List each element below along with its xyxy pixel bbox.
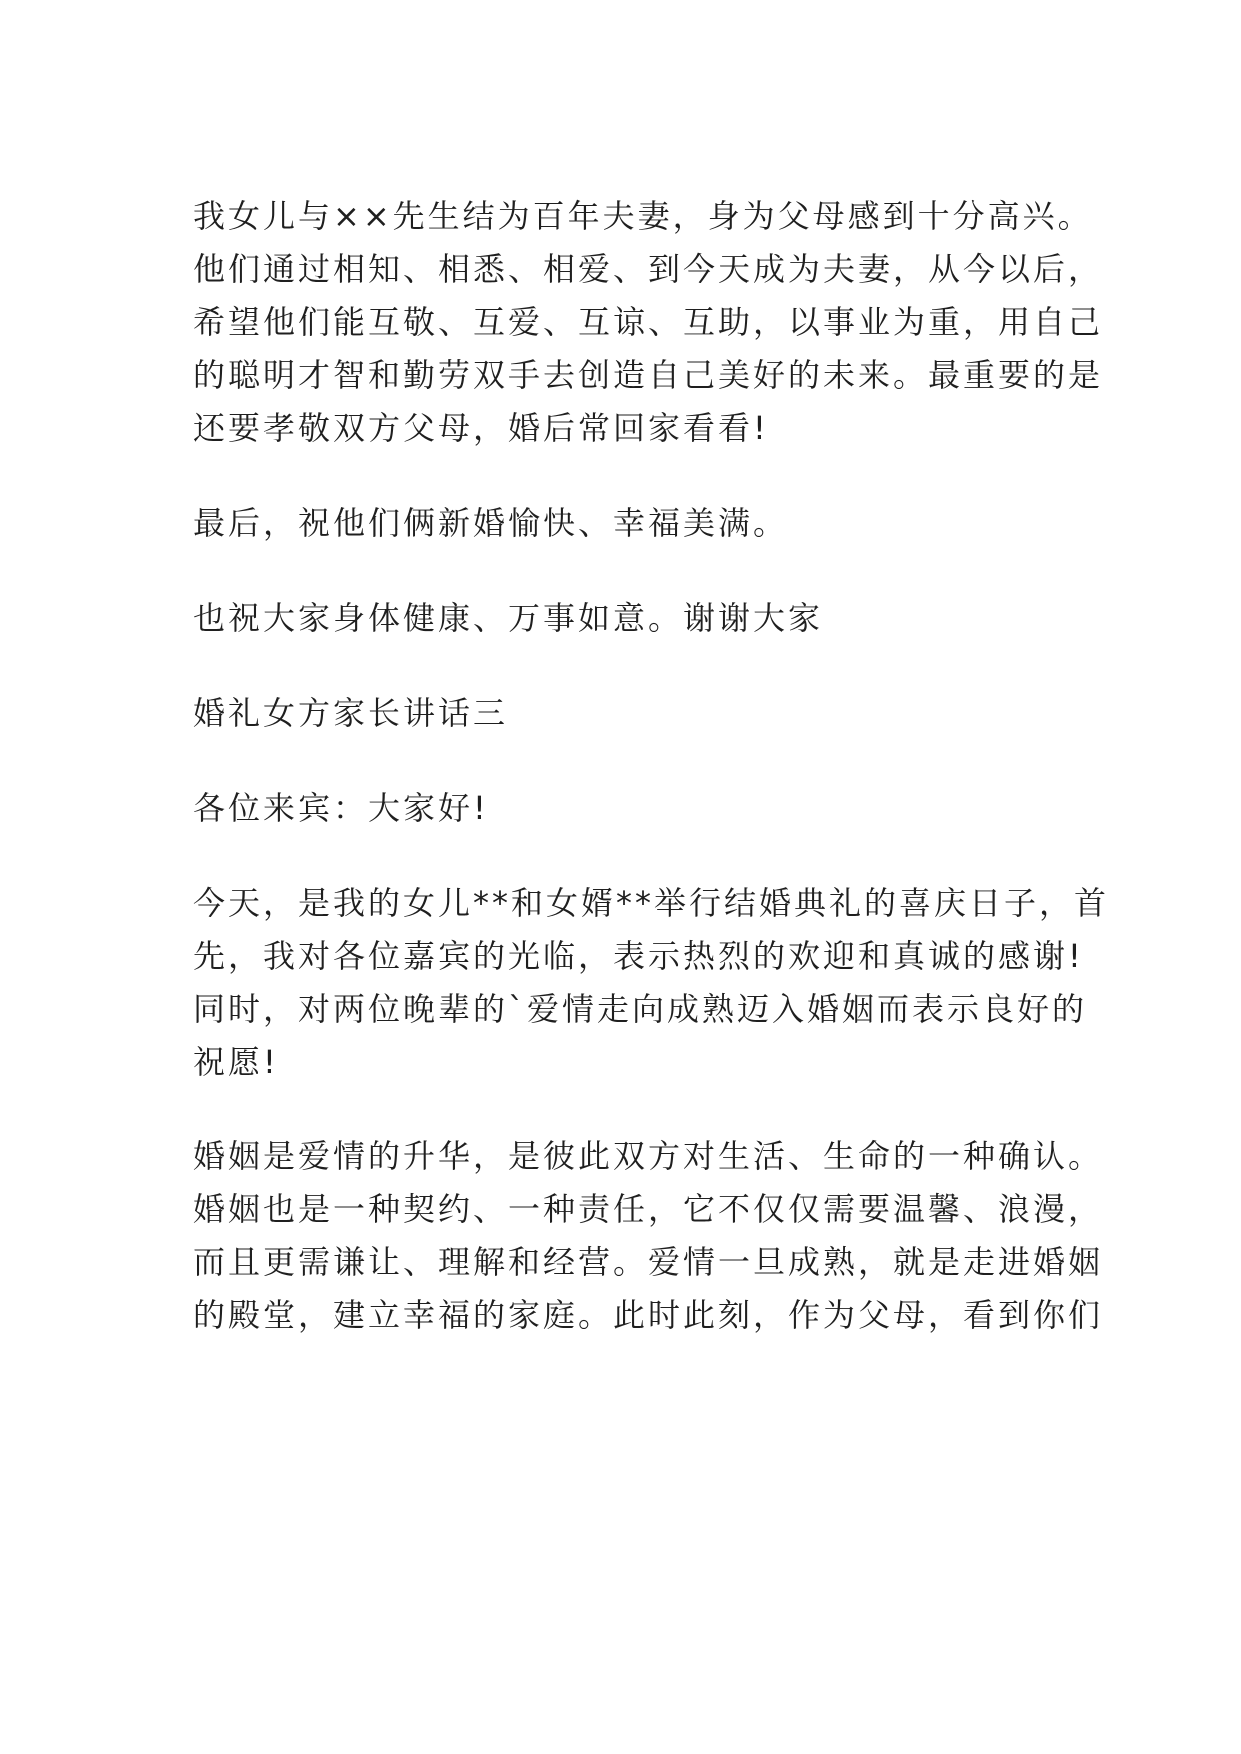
paragraph-blessing bbox=[193, 190, 1104, 455]
text-line: 祝愿! bbox=[193, 1043, 279, 1081]
document-body bbox=[193, 190, 1110, 1342]
text-line: 我女儿与××先生结为百年夫妻，身为父母感到十分高兴。 bbox=[193, 197, 1093, 235]
text-line: 也祝大家身体健康、万事如意。谢谢大家 bbox=[193, 599, 824, 637]
paragraph-welcome bbox=[193, 877, 1110, 1089]
text-line: 的聪明才智和勤劳双手去创造自己美好的未来。最重要的是 bbox=[193, 356, 1104, 394]
section-heading bbox=[193, 687, 1073, 740]
text-line: 婚姻也是一种契约、一种责任，它不仅仅需要温馨、浪漫， bbox=[193, 1190, 1104, 1228]
text-line: 他们通过相知、相悉、相爱、到今天成为夫妻，从今以后， bbox=[193, 250, 1104, 288]
text-line: 今天，是我的女儿**和女婿**举行结婚典礼的喜庆日子，首 bbox=[193, 884, 1110, 922]
text-line: 的殿堂，建立幸福的家庭。此时此刻，作为父母，看到你们 bbox=[193, 1296, 1104, 1334]
paragraph-thanks bbox=[193, 592, 1073, 645]
text-line: 同时，对两位晚辈的`爱情走向成熟迈入婚姻而表示良好的 bbox=[193, 990, 1088, 1028]
paragraph-final-wish bbox=[193, 497, 1073, 550]
text-line: 婚姻是爱情的升华，是彼此双方对生活、生命的一种确认。 bbox=[193, 1137, 1104, 1175]
text-line: 各位来宾：大家好! bbox=[193, 789, 489, 827]
paragraph-marriage bbox=[193, 1130, 1104, 1342]
text-line: 希望他们能互敬、互爱、互谅、互助，以事业为重，用自己 bbox=[193, 303, 1104, 341]
text-line: 先，我对各位嘉宾的光临，表示热烈的欢迎和真诚的感谢! bbox=[193, 937, 1084, 975]
text-line: 还要孝敬双方父母，婚后常回家看看! bbox=[193, 409, 769, 447]
paragraph-greeting bbox=[193, 782, 1073, 835]
text-line: 最后，祝他们俩新婚愉快、幸福美满。 bbox=[193, 504, 789, 542]
heading-text: 婚礼女方家长讲话三 bbox=[193, 694, 509, 732]
text-line: 而且更需谦让、理解和经营。爱情一旦成熟，就是走进婚姻 bbox=[193, 1243, 1104, 1281]
